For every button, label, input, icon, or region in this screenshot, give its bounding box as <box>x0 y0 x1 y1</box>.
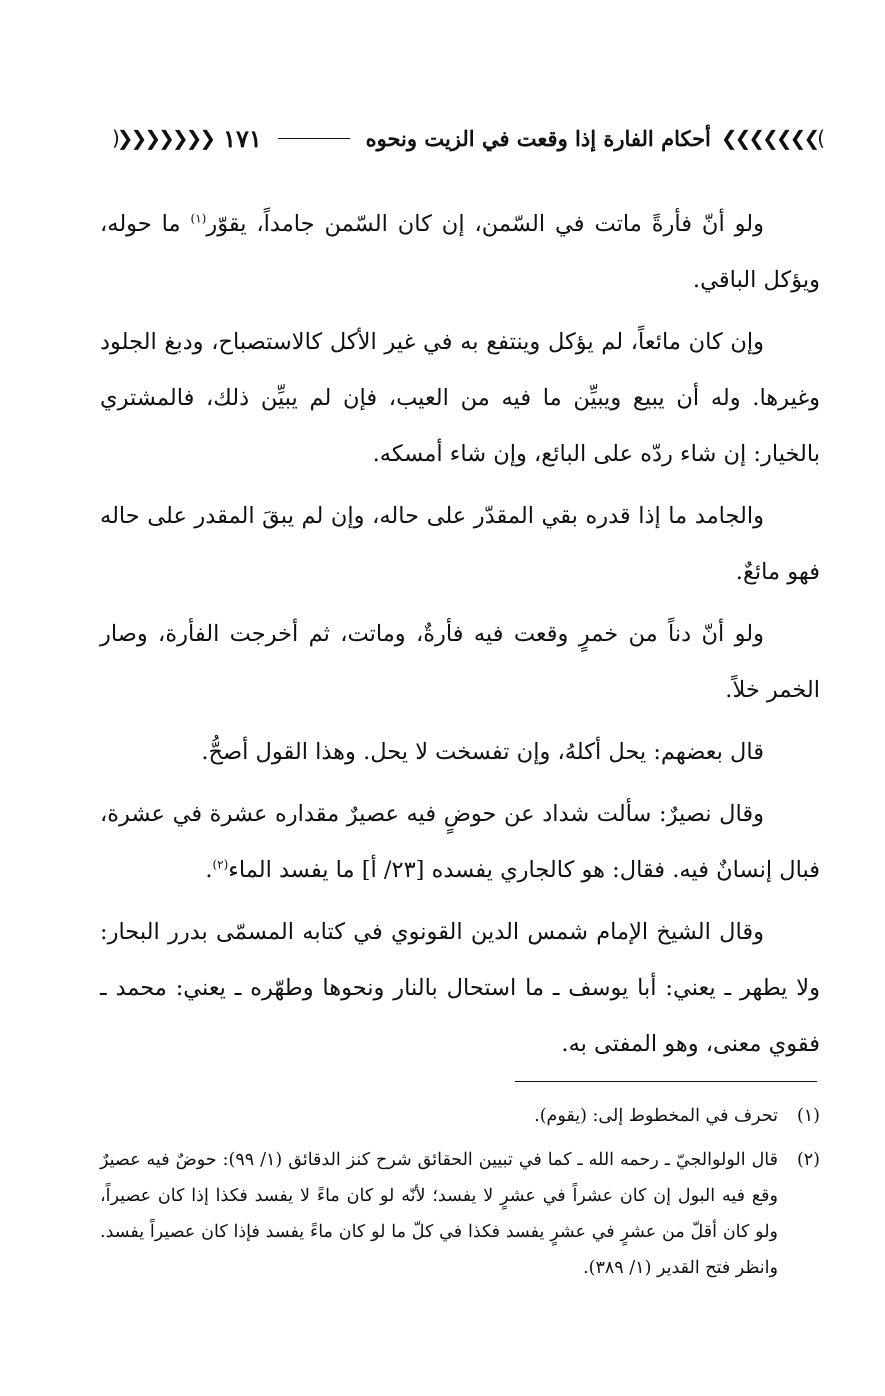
paragraph-4: ولو أنّ دناً من خمرٍ وقعت فيه فأرةٌ، وماتت، ثم أخرجت الفأرة، وصار الخمر خلاً. <box>100 621 820 703</box>
footnotes <box>100 1098 820 1294</box>
header-rule <box>278 138 350 139</box>
main-text <box>100 196 820 1078</box>
footnote-ref-1: (١) <box>190 211 207 226</box>
paragraph-1 <box>100 196 820 308</box>
paragraph-6-text-a: وقال نصيرٌ: سألت شداد عن حوضٍ فيه عصيرٌ مقداره عشرة في عشرة، فبال إنسانٌ فيه. فقال: هو كالجاري يفسده [٢٣/ أ] ما يفسد الماء <box>100 801 820 883</box>
footnote-2 <box>100 1142 820 1286</box>
running-title: أحكام الفارة إذا وقعت في الزيت ونحوه <box>365 125 711 151</box>
footnote-text: قال الولوالجيّ ـ رحمه الله ـ كما في تبيين الحقائق شرح كنز الدقائق (١/ ٩٩): حوضٌ فيه عصيرٌ وقع فيه البول إن كان عشراً في عشرٍ لا يفسد؛ لأنّه لو كان ماءً لا يفسد فكذا إذا كان عصيراً، ولو كان أقلّ من عشرٍ في عشرٍ يفسد فكذا في كلّ ما لو كان ماءً يفسد فإذا كان عصيراً يفسد. وانظر فتح القدير (١/ ٣٨٩). <box>100 1150 778 1278</box>
footnote-ref-2: (٢) <box>212 857 229 872</box>
paragraph-6 <box>100 786 820 898</box>
paragraph-2: وإن كان مائعاً، لم يؤكل وينتفع به في غير الأكل كالاستصباح، ودبغ الجلود وغيرها. وله أن يبيع ويبيِّن ما فيه من العيب، فإن لم يبيِّن ذلك، فالمشتري بالخيار: إن شاء ردّه على البائع، وإن شاء أمسكه. <box>100 329 820 467</box>
paragraph-3: والجامد ما إذا قدره بقي المقدّر على حاله، وإن لم يبقَ المقدر على حاله فهو مائعٌ. <box>100 503 820 585</box>
footnote-1 <box>100 1098 820 1134</box>
paragraph-1-text-b: ما حوله، ويؤكل الباقي. <box>100 211 820 293</box>
footnote-number: (١) <box>796 1106 820 1126</box>
paragraph-5: قال بعضهم: يحل أكلهُ، وإن تفسخت لا يحل. وهذا القول أصحُّ. <box>201 739 764 765</box>
footnote-text: تحرف في المخطوط إلى: (يقوم). <box>534 1106 778 1126</box>
paragraph-1-text-a: ولو أنّ فأرةً ماتت في السّمن، إن كان السّمن جامداً، يقوّر <box>206 211 764 237</box>
footnote-separator <box>515 1081 817 1082</box>
page-number: ١٧١ <box>223 123 262 153</box>
running-header <box>112 118 822 158</box>
header-ornament-left: ❮❮❮❮❮❮❮( <box>112 126 214 150</box>
header-ornament-right: )❯❯❯❯❯❯❯ <box>720 126 822 150</box>
paragraph-7: وقال الشيخ الإمام شمس الدين القونوي في كتابه المسمّى بدرر البحار: ولا يطهر ـ يعني: أبا يوسف ـ ما استحال بالنار ونحوها وطهّره ـ يعني: محمد ـ فقوي معنى، وهو المفتى به. <box>100 919 820 1057</box>
footnote-number: (٢) <box>796 1150 820 1170</box>
paragraph-6-text-b: . <box>205 857 213 883</box>
